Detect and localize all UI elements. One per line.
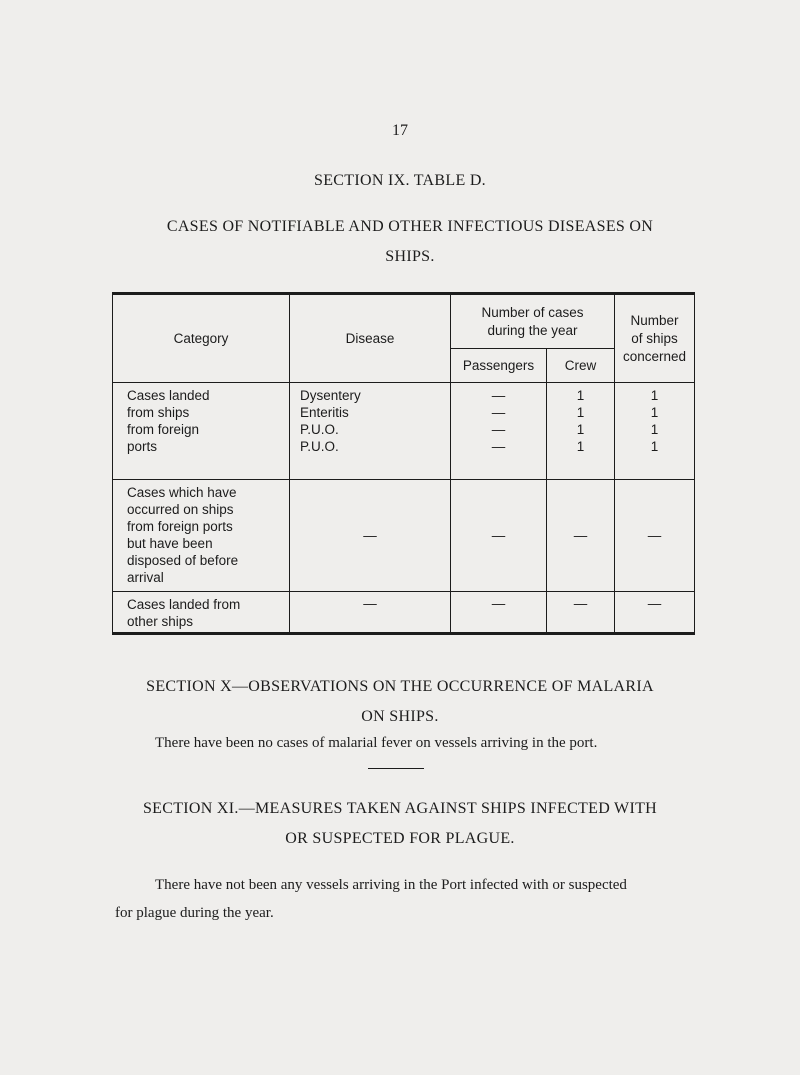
- row1-passengers: [451, 383, 547, 480]
- section-xi-heading-line1: SECTION XI.—MEASURES TAKEN AGAINST SHIPS INFECTED WITH: [142, 800, 658, 817]
- section-xi-heading-line2: OR SUSPECTED FOR PLAGUE.: [285, 830, 515, 847]
- section-ix-title-line2: SHIPS.: [385, 248, 435, 265]
- passengers-value: —: [491, 405, 506, 420]
- row3-ships: —: [615, 592, 695, 634]
- ships-value: 1: [650, 422, 659, 437]
- ships-value: 1: [650, 388, 659, 403]
- header-number-of-cases: [451, 294, 615, 349]
- header-ships-line1: Number: [630, 312, 679, 328]
- ships-value: 1: [650, 439, 659, 454]
- category-line: from foreign: [127, 422, 200, 437]
- header-ships-line3: concerned: [622, 348, 687, 364]
- page-number: 17: [392, 122, 408, 139]
- passengers-value: —: [491, 388, 506, 403]
- row2-disease: —: [290, 480, 451, 592]
- row2-passengers: —: [451, 480, 547, 592]
- section-ix-title-line1: CASES OF NOTIFIABLE AND OTHER INFECTIOUS DISEASES ON: [166, 218, 654, 235]
- disease-name: Enteritis: [300, 405, 349, 420]
- row1-diseases: [290, 383, 451, 480]
- header-crew: Crew: [547, 349, 615, 383]
- section-xi-heading: [90, 794, 710, 854]
- section-xi-text: [115, 871, 705, 927]
- header-category: Category: [113, 294, 290, 383]
- category-line: arrival: [127, 570, 164, 585]
- category-line: Cases landed: [127, 388, 210, 403]
- disease-name: P.U.O.: [300, 422, 339, 437]
- crew-value: 1: [576, 439, 585, 454]
- category-line: occurred on ships: [127, 502, 234, 517]
- section-xi-text-line2: for plague during the year.: [115, 905, 274, 921]
- header-cases-line2: during the year: [487, 322, 578, 338]
- row3-disease: —: [290, 592, 451, 634]
- section-ix-title: [110, 212, 710, 272]
- header-disease: Disease: [290, 294, 451, 383]
- crew-value: 1: [576, 422, 585, 437]
- ships-value: 1: [650, 405, 659, 420]
- section-x-heading-line2: ON SHIPS.: [361, 708, 439, 725]
- section-x-heading: [90, 672, 710, 732]
- section-ix-heading: SECTION IX. TABLE D.: [314, 172, 486, 189]
- category-line: but have been: [127, 536, 213, 551]
- header-ships-line2: of ships: [631, 330, 678, 346]
- passengers-value: —: [491, 422, 506, 437]
- row2-ships: —: [615, 480, 695, 592]
- category-line: ports: [127, 439, 158, 454]
- passengers-value: —: [491, 439, 506, 454]
- divider-rule: [368, 768, 424, 769]
- row1-category: [113, 383, 290, 480]
- table-row: [113, 592, 695, 634]
- disease-name: Dysentery: [300, 388, 361, 403]
- row3-category: [113, 592, 290, 634]
- category-line: Cases which have: [127, 485, 237, 500]
- row3-crew: —: [547, 592, 615, 634]
- section-xi-text-line1: There have not been any vessels arriving in the Port infected with or suspected: [155, 877, 627, 893]
- header-cases-line1: Number of cases: [481, 304, 584, 320]
- row2-category: [113, 480, 290, 592]
- row1-ships: [615, 383, 695, 480]
- category-line: Cases landed from: [127, 597, 241, 612]
- row1-crew: [547, 383, 615, 480]
- disease-name: P.U.O.: [300, 439, 339, 454]
- category-line: from ships: [127, 405, 190, 420]
- row2-crew: —: [547, 480, 615, 592]
- category-line: from foreign ports: [127, 519, 233, 534]
- table-row: [113, 480, 695, 592]
- crew-value: 1: [576, 388, 585, 403]
- category-line: disposed of before: [127, 553, 239, 568]
- section-x-text: There have been no cases of malarial fever on vessels arriving in the port.: [155, 735, 598, 751]
- header-ships: [615, 294, 695, 383]
- table-row: [113, 383, 695, 480]
- section-x-heading-line1: SECTION X—OBSERVATIONS ON THE OCCURRENCE OF MALARIA: [146, 678, 654, 695]
- category-line: other ships: [127, 614, 194, 629]
- table-d: [112, 292, 695, 635]
- header-passengers: Passengers: [451, 349, 547, 383]
- crew-value: 1: [576, 405, 585, 420]
- row3-passengers: —: [451, 592, 547, 634]
